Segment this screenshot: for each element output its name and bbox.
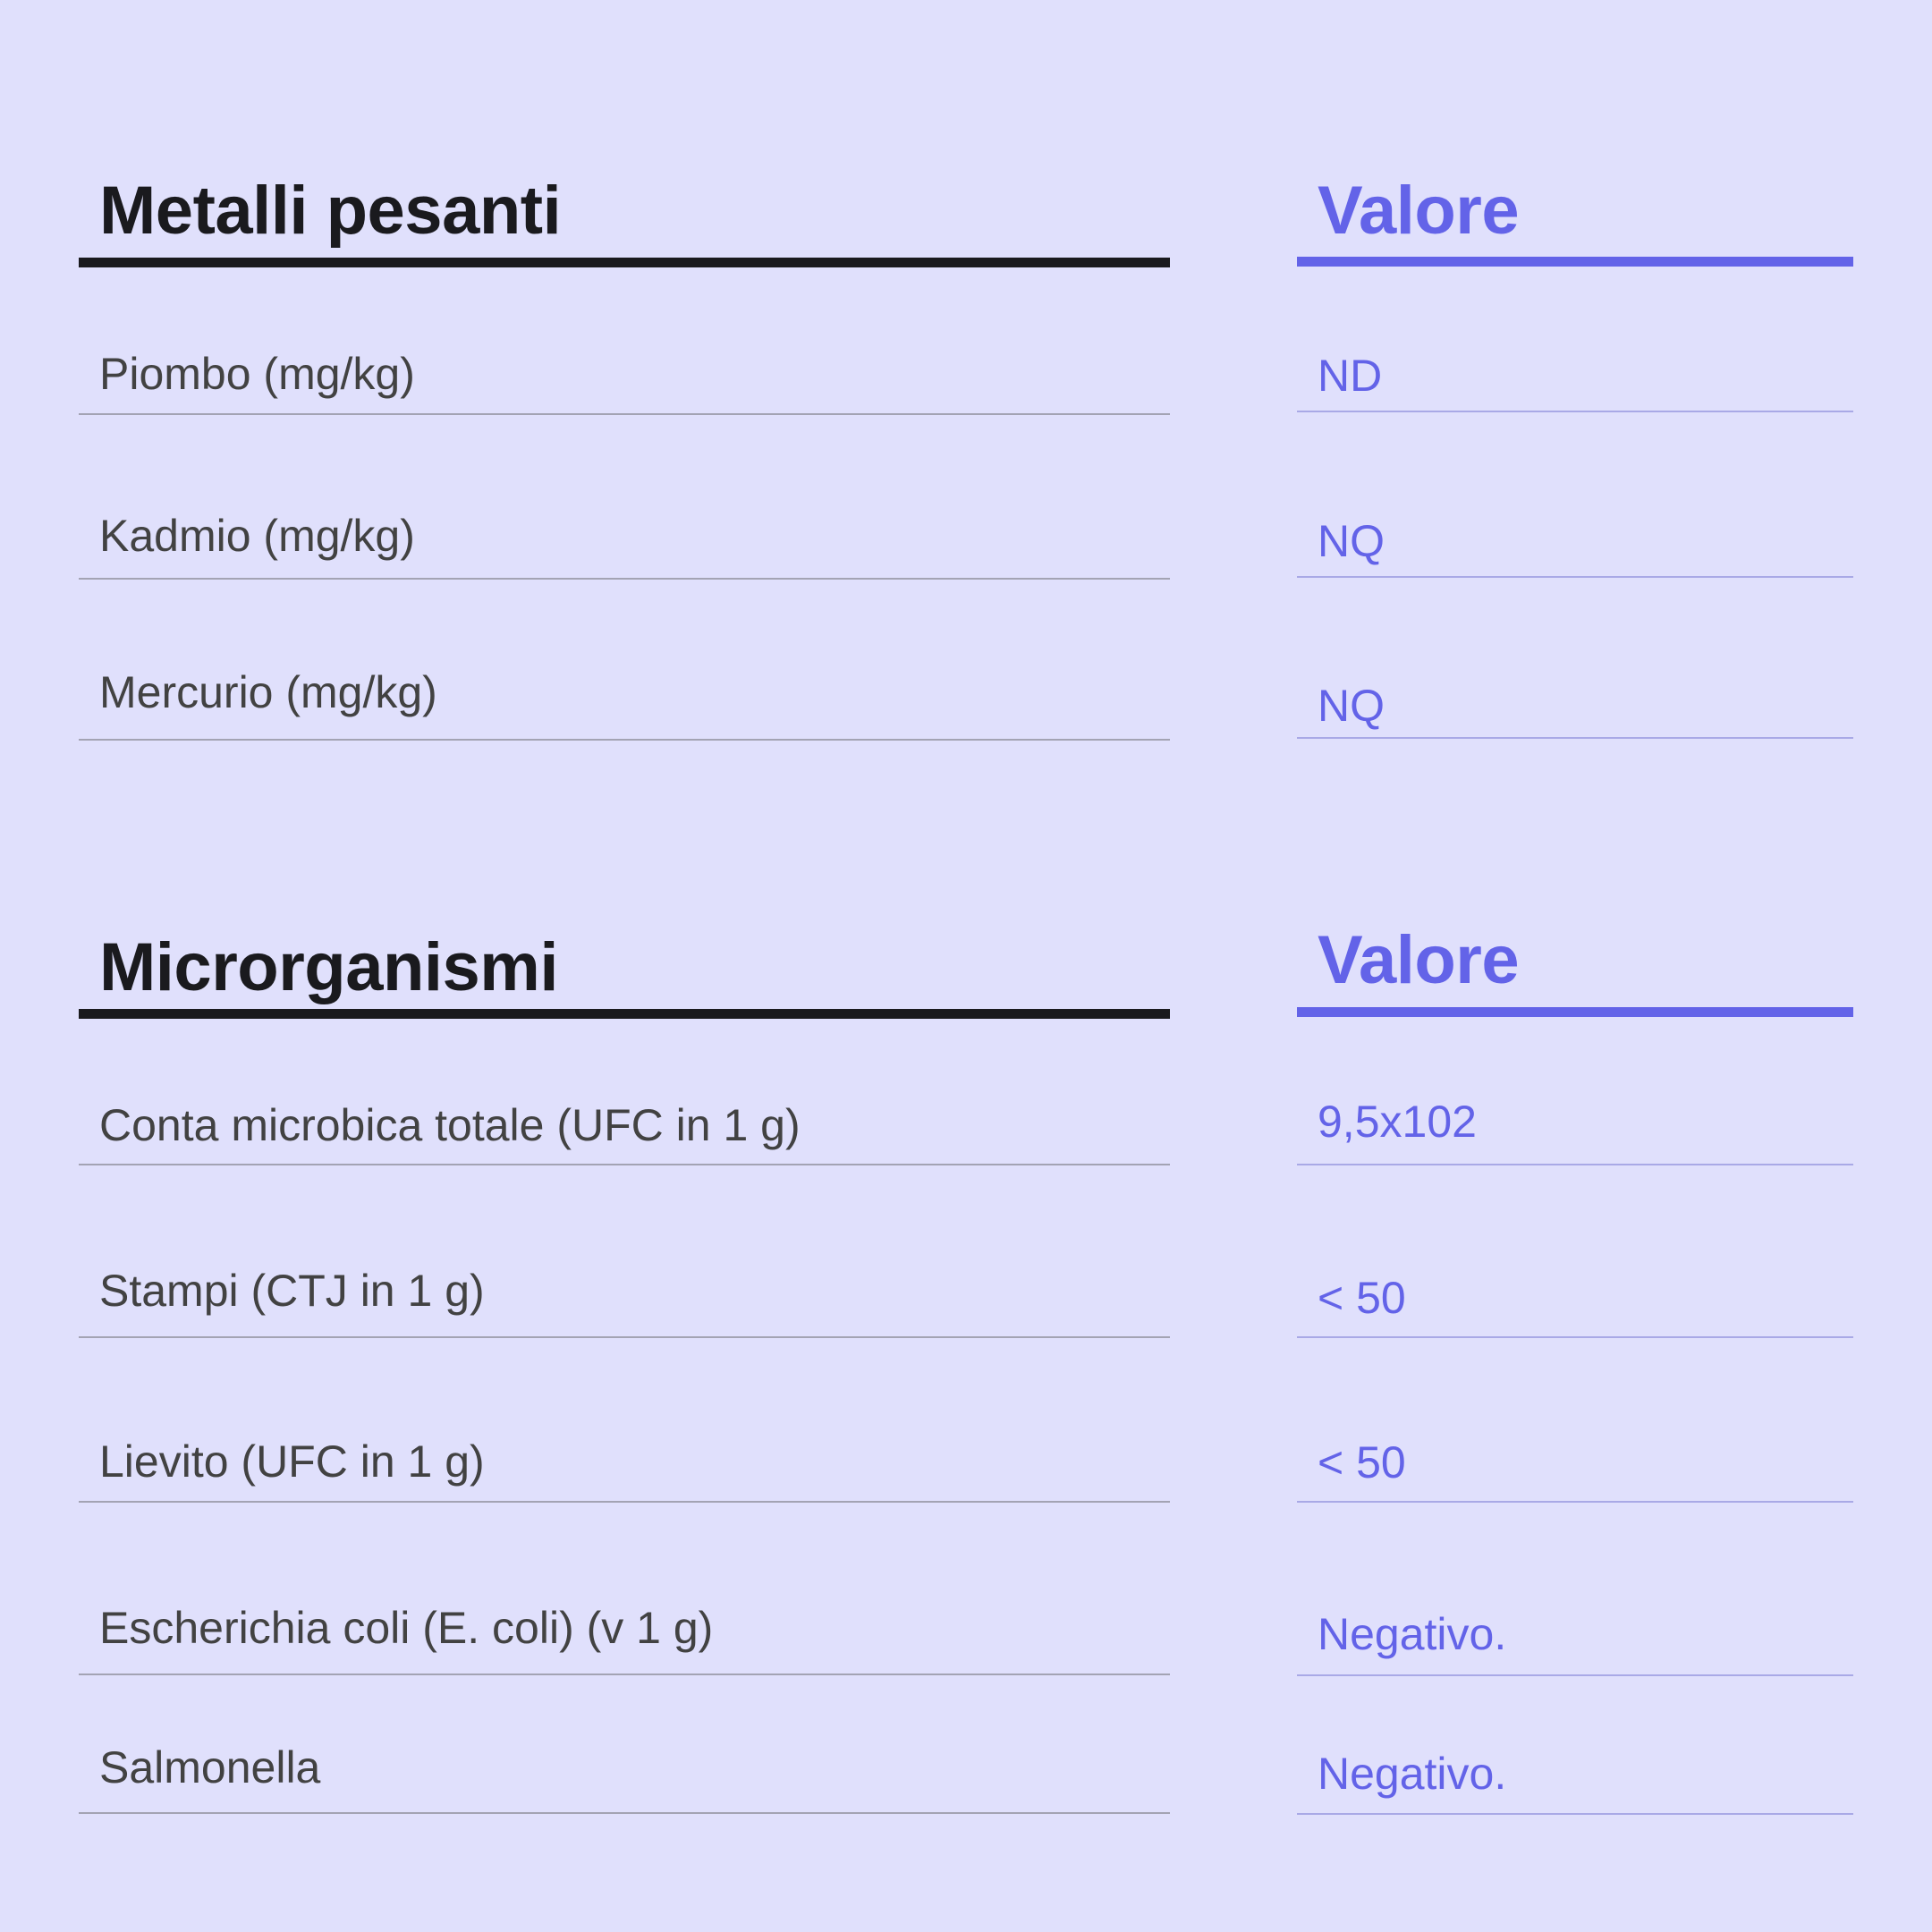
- row-value-total-count: 9,5x102: [1318, 1097, 1477, 1147]
- row-label-cadmium: Kadmio (mg/kg): [99, 511, 415, 561]
- row-label-molds: Stampi (CTJ in 1 g): [99, 1266, 485, 1316]
- row-value-e-coli: Negativo.: [1318, 1609, 1507, 1659]
- value-column-header: Valore: [1318, 173, 1520, 249]
- value-divider: [1297, 257, 1853, 267]
- row-divider: [79, 739, 1170, 741]
- row-value-mercury: NQ: [1318, 681, 1385, 731]
- row-divider: [79, 578, 1170, 580]
- row-label-lead: Piombo (mg/kg): [99, 349, 415, 399]
- row-label-total-count: Conta microbica totale (UFC in 1 g): [99, 1100, 801, 1150]
- row-divider: [79, 1164, 1170, 1165]
- row-label-yeast: Lievito (UFC in 1 g): [99, 1436, 485, 1487]
- row-value-molds: < 50: [1318, 1273, 1406, 1323]
- section-divider: [79, 258, 1170, 267]
- row-divider: [79, 413, 1170, 415]
- row-divider: [79, 1501, 1170, 1503]
- section-divider: [79, 1009, 1170, 1019]
- row-divider: [79, 1674, 1170, 1675]
- row-divider: [1297, 1164, 1853, 1165]
- row-divider: [1297, 1674, 1853, 1676]
- row-divider: [1297, 737, 1853, 739]
- row-divider: [79, 1812, 1170, 1814]
- row-divider: [1297, 576, 1853, 578]
- value-divider: [1297, 1007, 1853, 1017]
- value-column-header: Valore: [1318, 922, 1520, 998]
- row-value-salmonella: Negativo.: [1318, 1749, 1507, 1799]
- section-title: Metalli pesanti: [99, 173, 562, 249]
- row-value-yeast: < 50: [1318, 1437, 1406, 1487]
- row-divider: [1297, 1813, 1853, 1815]
- row-divider: [1297, 411, 1853, 412]
- row-value-lead: ND: [1318, 351, 1383, 401]
- row-divider: [1297, 1501, 1853, 1503]
- row-divider: [1297, 1336, 1853, 1338]
- row-divider: [79, 1336, 1170, 1338]
- row-value-cadmium: NQ: [1318, 516, 1385, 566]
- section-title: Microrganismi: [99, 929, 558, 1005]
- row-label-salmonella: Salmonella: [99, 1742, 321, 1792]
- row-label-e-coli: Escherichia coli (E. coli) (v 1 g): [99, 1603, 714, 1653]
- row-label-mercury: Mercurio (mg/kg): [99, 667, 437, 717]
